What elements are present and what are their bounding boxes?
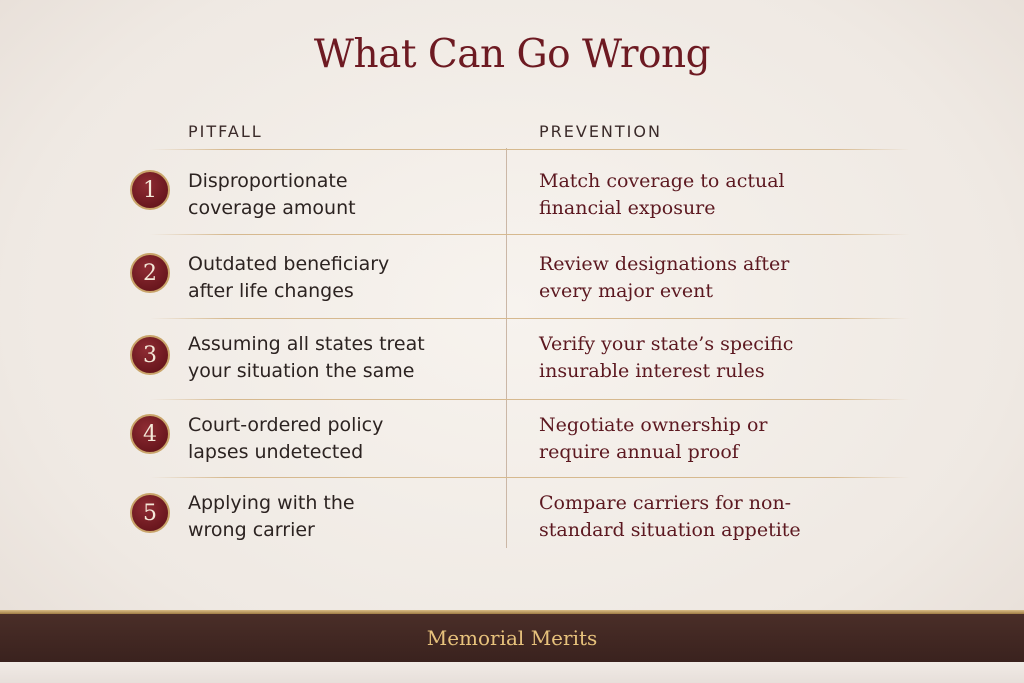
column-divider <box>506 148 507 548</box>
brand-name: Memorial Merits <box>426 626 598 650</box>
pitfall-column-header: PITFALL <box>188 122 263 141</box>
number-badge: 3 <box>130 335 170 375</box>
prevention-text: Verify your state’s specific insurable interest rules <box>539 333 794 382</box>
prevention-text: Negotiate ownership or require annual proof <box>539 414 768 463</box>
pitfall-text: Assuming all states treat your situation the same <box>188 333 425 382</box>
row-divider <box>150 318 910 319</box>
footer-base <box>0 662 1024 683</box>
row-divider <box>150 477 910 478</box>
prevention-text: Match coverage to actual financial exposure <box>539 170 785 219</box>
row-divider <box>150 234 910 235</box>
pitfall-text: Outdated beneficiary after life changes <box>188 253 390 302</box>
number-badge: 2 <box>130 253 170 293</box>
prevention-text: Review designations after every major event <box>539 253 790 302</box>
page-title: What Can Go Wrong <box>313 32 711 77</box>
number-badge: 1 <box>130 170 170 210</box>
prevention-column-header: PREVENTION <box>539 122 662 141</box>
row-divider <box>150 399 910 400</box>
pitfall-text: Applying with the wrong carrier <box>188 492 355 541</box>
pitfall-text: Disproportionate coverage amount <box>188 170 356 219</box>
number-badge: 4 <box>130 414 170 454</box>
footer-banner <box>0 614 1024 662</box>
prevention-text: Compare carriers for non- standard situation appetite <box>539 492 801 541</box>
row-divider <box>150 149 910 150</box>
pitfall-text: Court-ordered policy lapses undetected <box>188 414 384 463</box>
number-badge: 5 <box>130 493 170 533</box>
